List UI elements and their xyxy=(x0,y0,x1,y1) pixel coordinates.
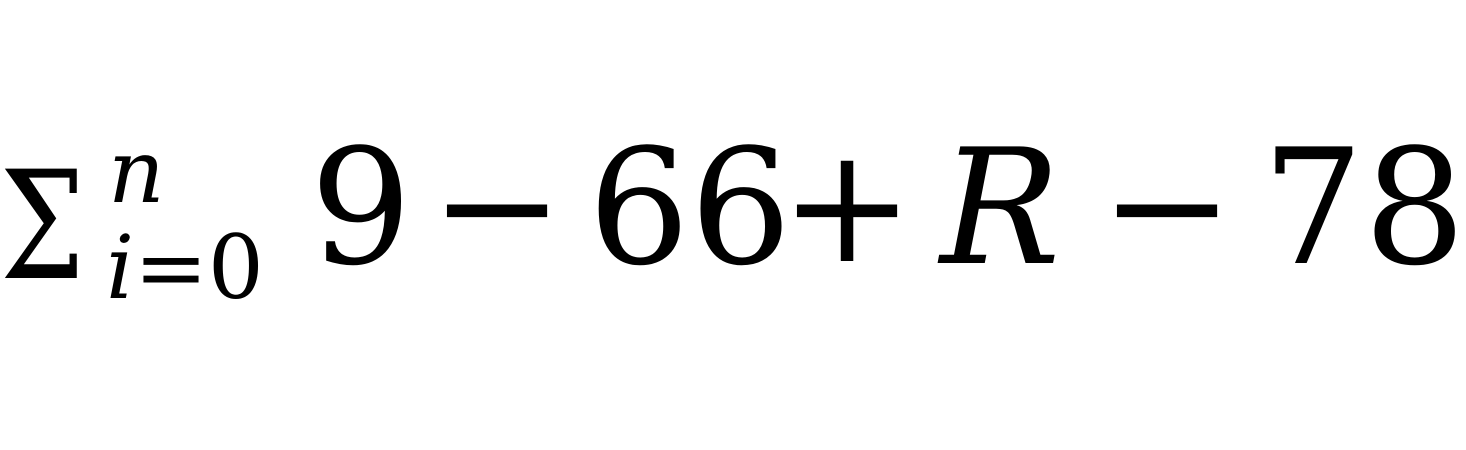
term-4: 78 xyxy=(1262,114,1466,301)
operator-minus-1: − xyxy=(430,112,565,299)
term-2: 66 xyxy=(588,114,792,301)
operator-plus: + xyxy=(780,112,915,299)
term-3-variable: R xyxy=(940,114,1061,301)
summation-upper-limit: n xyxy=(108,120,165,223)
summation-lower-limit xyxy=(106,216,264,319)
operator-minus-2: − xyxy=(1100,112,1235,299)
summation-index: i xyxy=(106,216,135,319)
summation-sign: Σ xyxy=(0,140,85,314)
summation-start: =0 xyxy=(134,216,264,319)
term-1: 9 xyxy=(310,114,412,301)
